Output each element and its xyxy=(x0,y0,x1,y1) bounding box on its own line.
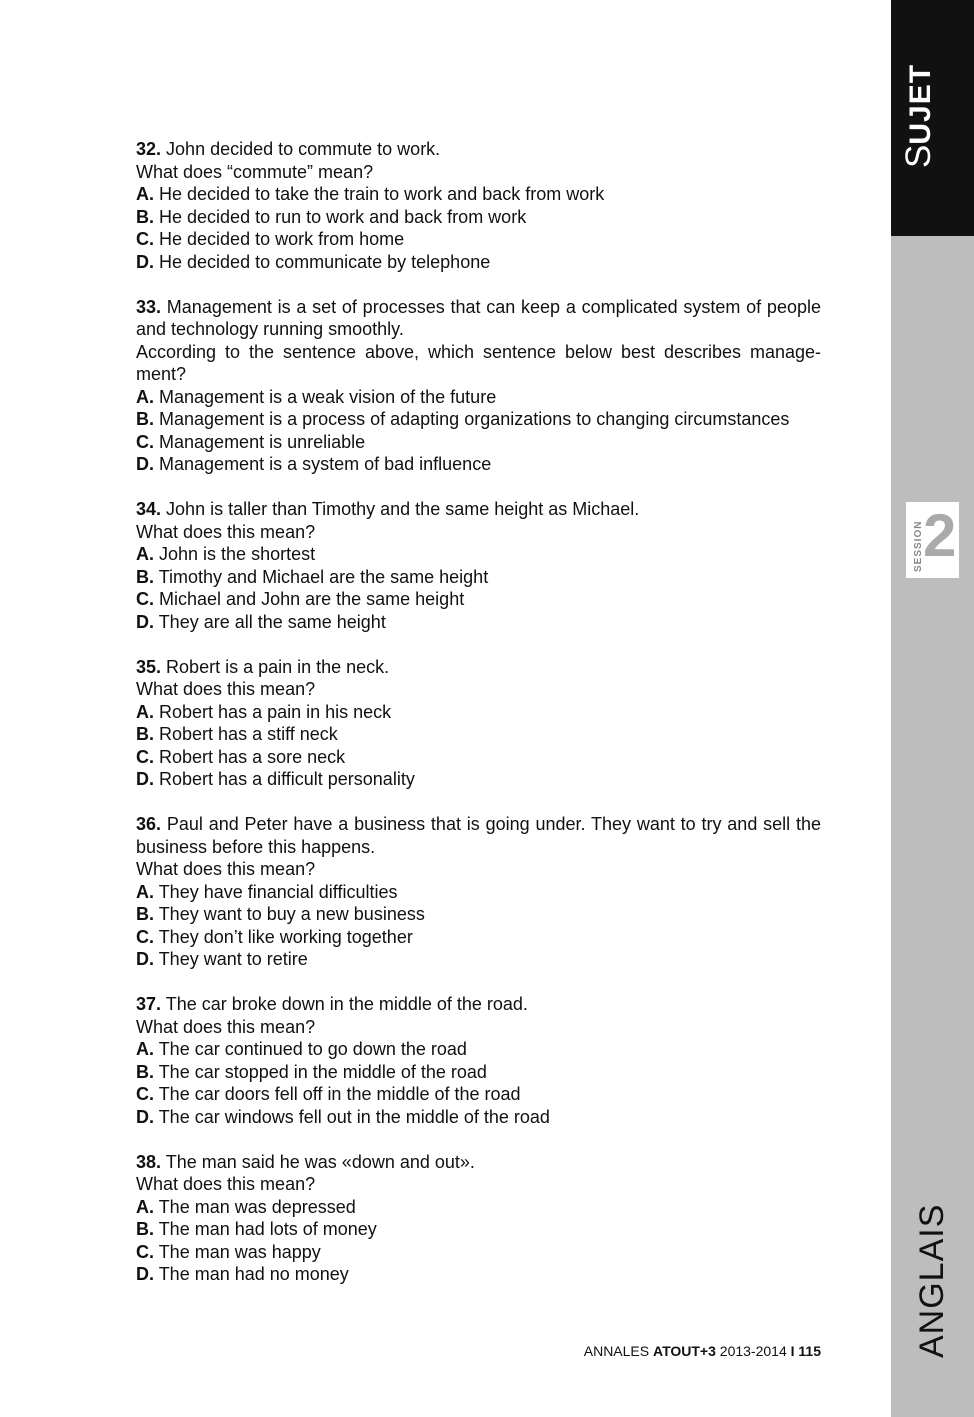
option-letter: A. xyxy=(136,386,154,407)
question-number: 33. xyxy=(136,296,162,317)
session-number: 2 xyxy=(923,502,957,569)
option-text: The car doors fell off in the middle of the road xyxy=(158,1084,521,1104)
question-text: John is taller than Timothy and the same height as Michael. xyxy=(166,499,640,519)
question-text: Robert is a pain in the neck. xyxy=(166,656,390,677)
page-footer xyxy=(560,1343,821,1359)
answer-option xyxy=(136,453,821,476)
question-32 xyxy=(136,138,821,273)
option-text: Robert has a difficult personality xyxy=(159,769,415,789)
option-text: They want to buy a new business xyxy=(158,904,425,924)
option-text: John is the shortest xyxy=(159,544,316,564)
answer-option xyxy=(136,588,821,611)
answer-option xyxy=(136,431,821,454)
question-stem xyxy=(136,813,821,858)
answer-option xyxy=(136,543,821,566)
option-letter: D. xyxy=(136,611,154,632)
option-text: The man had lots of money xyxy=(158,1219,377,1239)
option-text: Management is unreliable xyxy=(159,431,366,452)
question-text: The man said he was «down and out». xyxy=(165,1151,475,1172)
answer-option xyxy=(136,1218,821,1241)
question-number: 37. xyxy=(136,994,162,1014)
question-37 xyxy=(136,993,821,1128)
question-text: The car broke down in the middle of the road. xyxy=(165,994,528,1014)
question-34 xyxy=(136,498,821,633)
footer-brand: ATOUT+3 xyxy=(653,1343,716,1359)
option-text: He decided to communicate by telephone xyxy=(159,251,491,272)
answer-option xyxy=(136,566,821,589)
option-text: The car continued to go down the road xyxy=(158,1039,467,1059)
question-prompt: What does this mean? xyxy=(136,679,316,699)
answer-option xyxy=(136,1106,821,1129)
answer-option xyxy=(136,1083,821,1106)
answer-option xyxy=(136,948,821,971)
question-prompt: What does this mean? xyxy=(136,521,316,542)
option-letter: D. xyxy=(136,1264,154,1284)
question-stem xyxy=(136,993,821,1016)
answer-option xyxy=(136,206,821,229)
question-number: 38. xyxy=(136,1151,162,1172)
answer-option xyxy=(136,1241,821,1264)
footer-years: 2013-2014 xyxy=(719,1343,787,1359)
answer-option xyxy=(136,903,821,926)
option-letter: B. xyxy=(136,409,154,429)
option-letter: A. xyxy=(136,184,154,204)
option-text: They don’t like working together xyxy=(158,926,413,947)
option-text: Management is a process of adapting organizations to changing circumstances xyxy=(159,409,790,429)
option-letter: C. xyxy=(136,1241,154,1262)
option-letter: C. xyxy=(136,431,154,452)
option-text: Management is a system of bad influence xyxy=(159,454,492,474)
option-letter: C. xyxy=(136,746,154,767)
footer-separator: I xyxy=(790,1343,795,1359)
option-text: Michael and John are the same height xyxy=(159,589,465,609)
answer-option xyxy=(136,768,821,791)
option-text: Robert has a sore neck xyxy=(159,746,346,767)
option-letter: D. xyxy=(136,769,154,789)
question-36 xyxy=(136,813,821,971)
question-stem xyxy=(136,656,821,679)
question-list xyxy=(136,138,821,1308)
answer-option xyxy=(136,723,821,746)
session-label: SESSION xyxy=(913,520,924,572)
question-prompt: What does this mean? xyxy=(136,859,316,879)
option-text: Robert has a stiff neck xyxy=(159,724,338,744)
option-text: The man had no money xyxy=(158,1264,349,1284)
question-text: John decided to commute to work. xyxy=(166,139,441,159)
option-text: They have financial difficulties xyxy=(158,881,398,902)
question-prompt: What does this mean? xyxy=(136,1174,316,1194)
option-letter: B. xyxy=(136,904,154,924)
question-prompt: What does this mean? xyxy=(136,1016,316,1037)
side-band xyxy=(891,0,974,1417)
answer-option xyxy=(136,746,821,769)
option-text: Management is a weak vision of the future xyxy=(159,386,497,407)
answer-option xyxy=(136,701,821,724)
subject-label: ANGLAIS xyxy=(913,1203,951,1358)
option-letter: C. xyxy=(136,926,154,947)
option-letter: A. xyxy=(136,544,154,564)
answer-option xyxy=(136,611,821,634)
option-letter: A. xyxy=(136,881,154,902)
answer-option xyxy=(136,1061,821,1084)
option-letter: B. xyxy=(136,206,154,227)
option-text: The man was depressed xyxy=(158,1196,356,1217)
option-text: Robert has a pain in his neck xyxy=(159,701,392,722)
option-letter: B. xyxy=(136,566,154,587)
question-number: 35. xyxy=(136,656,162,677)
option-letter: B. xyxy=(136,1219,154,1239)
option-letter: D. xyxy=(136,949,154,969)
option-text: The man was happy xyxy=(158,1241,321,1262)
page-number: 115 xyxy=(798,1343,821,1359)
question-stem xyxy=(136,498,821,521)
question-number: 34. xyxy=(136,499,162,519)
question-stem xyxy=(136,138,821,161)
sujet-first-letter: S xyxy=(899,144,938,168)
question-33 xyxy=(136,296,821,476)
session-badge xyxy=(906,502,959,578)
option-letter: A. xyxy=(136,701,154,722)
option-letter: D. xyxy=(136,251,154,272)
option-letter: A. xyxy=(136,1039,154,1059)
footer-prefix: ANNALES xyxy=(583,1343,650,1359)
sujet-label xyxy=(901,64,936,168)
question-prompt: According to the sentence above, which sentence below best describes manage-ment? xyxy=(136,341,821,384)
answer-option xyxy=(136,408,821,431)
option-letter: D. xyxy=(136,1106,154,1127)
option-letter: D. xyxy=(136,454,154,474)
option-letter: B. xyxy=(136,1061,154,1082)
answer-option xyxy=(136,1263,821,1286)
option-text: They are all the same height xyxy=(158,611,386,632)
option-letter: C. xyxy=(136,1084,154,1104)
option-text: He decided to run to work and back from work xyxy=(159,206,527,227)
option-text: He decided to work from home xyxy=(159,229,405,249)
question-stem xyxy=(136,296,821,341)
answer-option xyxy=(136,386,821,409)
question-prompt: What does “commute” mean? xyxy=(136,161,374,182)
question-35 xyxy=(136,656,821,791)
question-text: Management is a set of processes that can keep a complicated system of people and technology running smoothly. xyxy=(136,296,821,339)
option-text: The car windows fell out in the middle of the road xyxy=(158,1106,550,1127)
option-text: He decided to take the train to work and back from work xyxy=(159,184,605,204)
question-number: 32. xyxy=(136,139,162,159)
question-text: Paul and Peter have a business that is going under. They want to try and sell the business before this happens. xyxy=(136,814,821,857)
question-38 xyxy=(136,1151,821,1286)
answer-option xyxy=(136,251,821,274)
answer-option xyxy=(136,183,821,206)
option-letter: A. xyxy=(136,1196,154,1217)
question-number: 36. xyxy=(136,814,162,834)
option-text: Timothy and Michael are the same height xyxy=(158,566,489,587)
answer-option xyxy=(136,1038,821,1061)
option-text: The car stopped in the middle of the road xyxy=(158,1061,487,1082)
answer-option xyxy=(136,228,821,251)
answer-option xyxy=(136,926,821,949)
option-letter: C. xyxy=(136,589,154,609)
sujet-tab xyxy=(891,0,974,236)
option-letter: B. xyxy=(136,724,154,744)
answer-option xyxy=(136,1196,821,1219)
sujet-rest: UJET xyxy=(904,63,937,145)
question-stem xyxy=(136,1151,821,1174)
option-text: They want to retire xyxy=(158,949,308,969)
answer-option xyxy=(136,881,821,904)
option-letter: C. xyxy=(136,229,154,249)
